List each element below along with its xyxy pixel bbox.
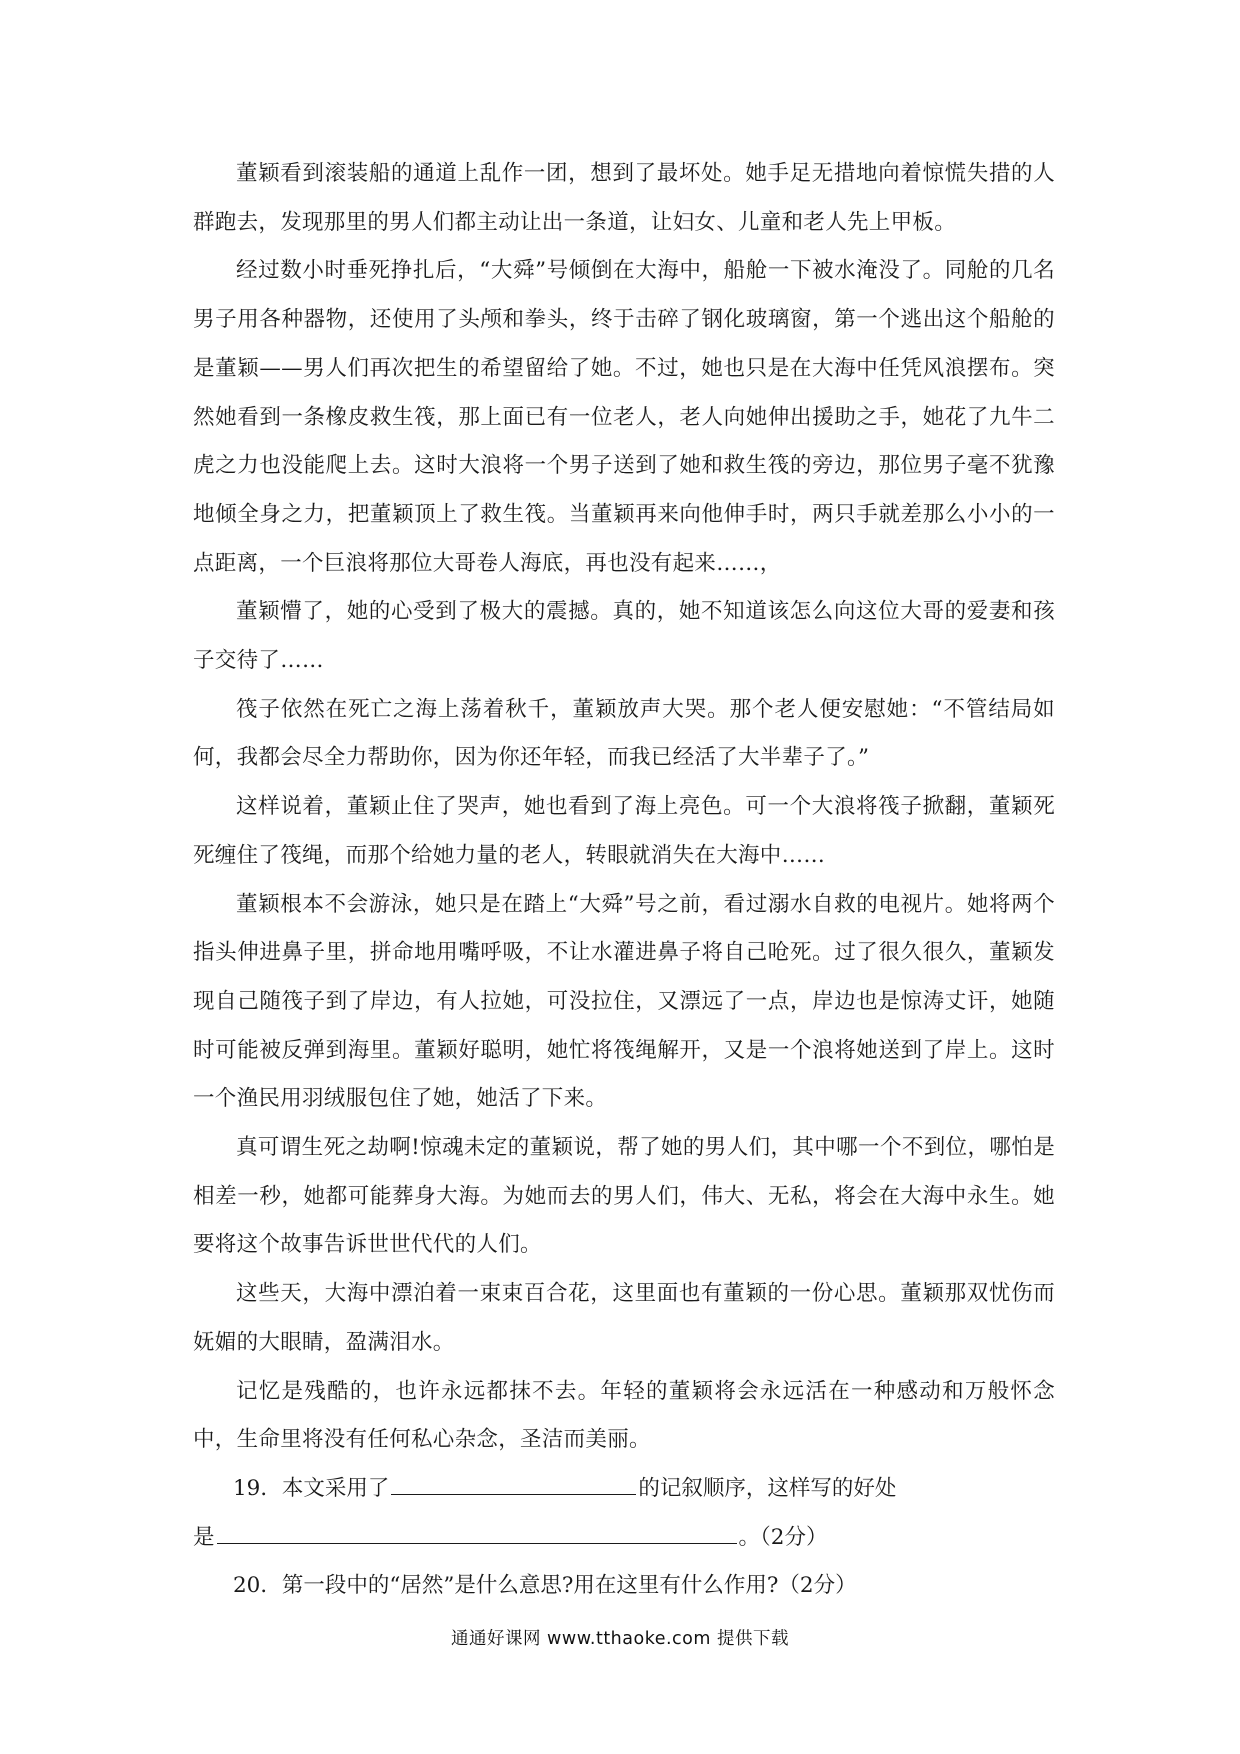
paragraph-1: 董颖看到滚装船的通道上乱作一团，想到了最坏处。她手足无措地向着惊慌失措的人群跑去，发现那里的男人们都主动让出一条道，让妇女、儿童和老人先上甲板。 [193, 161, 1055, 235]
paragraph-3: 董颖懵了，她的心受到了极大的震撼。真的，她不知道该怎么向这位大哥的爱妻和孩子交待了…… [193, 599, 1055, 674]
paragraph-4: 筏子依然在死亡之海上荡着秋千，董颖放声大哭。那个老人便安慰她：“不管结局如何，我都会尽全力帮助你，因为你还年轻，而我已经活了大半辈子了。” [193, 696, 1055, 771]
question-20: 20．第一段中的“居然”是什么意思?用在这里有什么作用?（2分） [233, 1573, 857, 1599]
page-footer: 通通好课网 www.tthaoke.com 提供下载 [451, 1629, 789, 1649]
question-19-line2-suffix: 。（2分） [738, 1524, 828, 1550]
paragraph-7: 真可谓生死之劫啊!惊魂未定的董颖说，帮了她的男人们，其中哪一个不到位，哪怕是相差一秒，她都可能葬身大海。为她而去的男人们，伟大、无私，将会在大海中永生。她要将这个故事告诉世世代代的人们。 [193, 1135, 1055, 1258]
paragraph-9: 记忆是残酷的，也许永远都抹不去。年轻的董颖将会永远活在一种感动和万般怀念中，生命里将没有任何私心杂念，圣洁而美丽。 [193, 1378, 1055, 1453]
question-19-line-1 [193, 1465, 1055, 1514]
paragraph-8: 这些天，大海中漂泊着一束束百合花，这里面也有董颖的一份心思。董颖那双忧伤而妩媚的大眼睛，盈满泪水。 [193, 1281, 1055, 1355]
question-19-blank-order[interactable] [391, 1470, 636, 1495]
question-19-prefix: 19．本文采用了 [233, 1475, 390, 1501]
question-19-line2-prefix: 是 [193, 1524, 215, 1550]
paragraph-2: 经过数小时垂死挣扎后，“大舜”号倾倒在大海中，船舱一下被水淹没了。同舱的几名男子用各种器物，还使用了头颅和拳头，终于击碎了钢化玻璃窗，第一个逃出这个船舱的是董颖——男人们再次把生的希望留给了她。不过，她也只是在大海中任凭风浪摆布。突然她看到一条橡皮救生筏，那上面已有一位老人，老人向她伸出援助之手，她花了九牛二虎之力也没能爬上去。这时大浪将一个男子送到了她和救生筏的旁边，那位男子毫不犹豫地倾全身之力，把董颖顶上了救生筏。当董颖再来向他伸手时，两只手就差那么小小的一点距离，一个巨浪将那位大哥卷人海底，再也没有起来……， [193, 258, 1055, 576]
question-19-line-2 [193, 1514, 1055, 1563]
question-19-middle: 的记叙顺序，这样写的好处 [638, 1475, 897, 1501]
question-19-blank-benefit[interactable] [217, 1519, 737, 1544]
article-body [193, 150, 1055, 1611]
paragraph-5: 这样说着，董颖止住了哭声，她也看到了海上亮色。可一个大浪将筏子掀翻，董颖死死缠住了筏绳，而那个给她力量的老人，转眼就消失在大海中…… [193, 794, 1055, 868]
paragraph-6: 董颖根本不会游泳，她只是在踏上“大舜”号之前，看过溺水自救的电视片。她将两个指头伸进鼻子里，拼命地用嘴呼吸，不让水灌进鼻子将自己呛死。过了很久很久，董颖发现自己随筏子到了岸边，有人拉她，可没拉住，又漂远了一点，岸边也是惊涛丈讦，她随时可能被反弹到海里。董颖好聪明，她忙将筏绳解开，又是一个浪将她送到了岸上。这时一个渔民用羽绒服包住了她，她活了下来。 [193, 891, 1055, 1112]
